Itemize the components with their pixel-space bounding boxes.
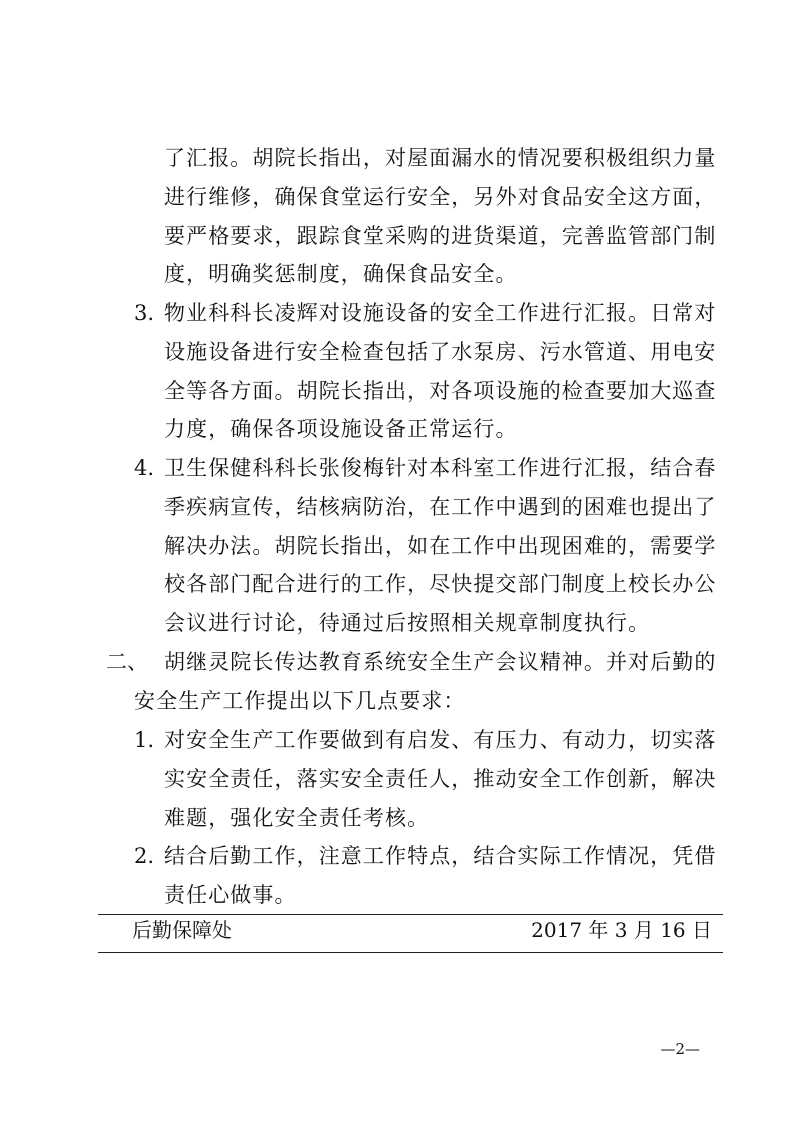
list-item-3 [164, 294, 717, 449]
text-line: 难题，强化安全责任考核。 [164, 805, 430, 830]
section-number-2: 二、 [106, 650, 148, 674]
requirement-1 [164, 721, 717, 837]
text-line: 设施设备进行安全检查包括了水泵房、污水管道、用电安 [164, 339, 717, 364]
text-line: 力度，确保各项设施设备正常运行。 [164, 417, 518, 442]
text-line: 会议进行讨论，待通过后按照相关规章制度执行。 [164, 611, 651, 636]
footer-top-rule [98, 914, 723, 915]
requirement-2 [164, 837, 717, 915]
text-line: 全等各方面。胡院长指出，对各项设施的检查要加大巡查 [164, 378, 717, 403]
text-line: 责任心做事。 [164, 882, 297, 907]
paragraph-continuation [164, 139, 717, 294]
text-line: 卫生保健科科长张俊梅针对本科室工作进行汇报，结合春 [164, 456, 717, 480]
text-line: 要严格要求，跟踪食堂采购的进货渠道，完善监管部门制 [164, 223, 717, 248]
text-line: 度，明确奖惩制度，确保食品安全。 [164, 262, 518, 287]
issuer-name: 后勤保障处 [132, 918, 232, 942]
text-line: 解决办法。胡院长指出，如在工作中出现困难的，需要学 [164, 533, 717, 558]
text-line: 实安全责任，落实安全责任人，推动安全工作创新，解决 [164, 766, 717, 791]
text-line: 胡继灵院长传达教育系统安全生产会议精神。并对后勤的 [164, 650, 717, 674]
text-line: 结合后勤工作，注意工作特点，结合实际工作情况，凭借 [164, 844, 717, 868]
text-line: 季疾病宣传，结核病防治，在工作中遇到的困难也提出了 [164, 494, 717, 519]
section-2-continuation [134, 682, 466, 721]
text-line: 进行维修，确保食堂运行安全，另外对食品安全这方面， [164, 184, 717, 209]
text-line: 对安全生产工作要做到有启发、有压力、有动力，切实落 [164, 728, 717, 752]
requirement-number-2: 2. [134, 844, 155, 868]
list-item-4 [164, 449, 717, 643]
text-line: 校各部门配合进行的工作，尽快提交部门制度上校长办公 [164, 572, 717, 597]
text-line: 安全生产工作提出以下几点要求： [134, 689, 466, 713]
item-number-4: 4. [134, 456, 155, 480]
footer-bottom-rule [98, 952, 723, 953]
page-number: —2— [660, 1040, 700, 1058]
section-2-heading-line [164, 643, 717, 682]
text-line: 了汇报。胡院长指出，对屋面漏水的情况要积极组织力量 [164, 146, 717, 170]
item-number-3: 3. [134, 301, 155, 325]
requirement-number-1: 1. [134, 728, 155, 752]
text-line: 物业科科长凌辉对设施设备的安全工作进行汇报。日常对 [164, 301, 717, 325]
issue-date: 2017 年 3 月 16 日 [531, 918, 712, 942]
